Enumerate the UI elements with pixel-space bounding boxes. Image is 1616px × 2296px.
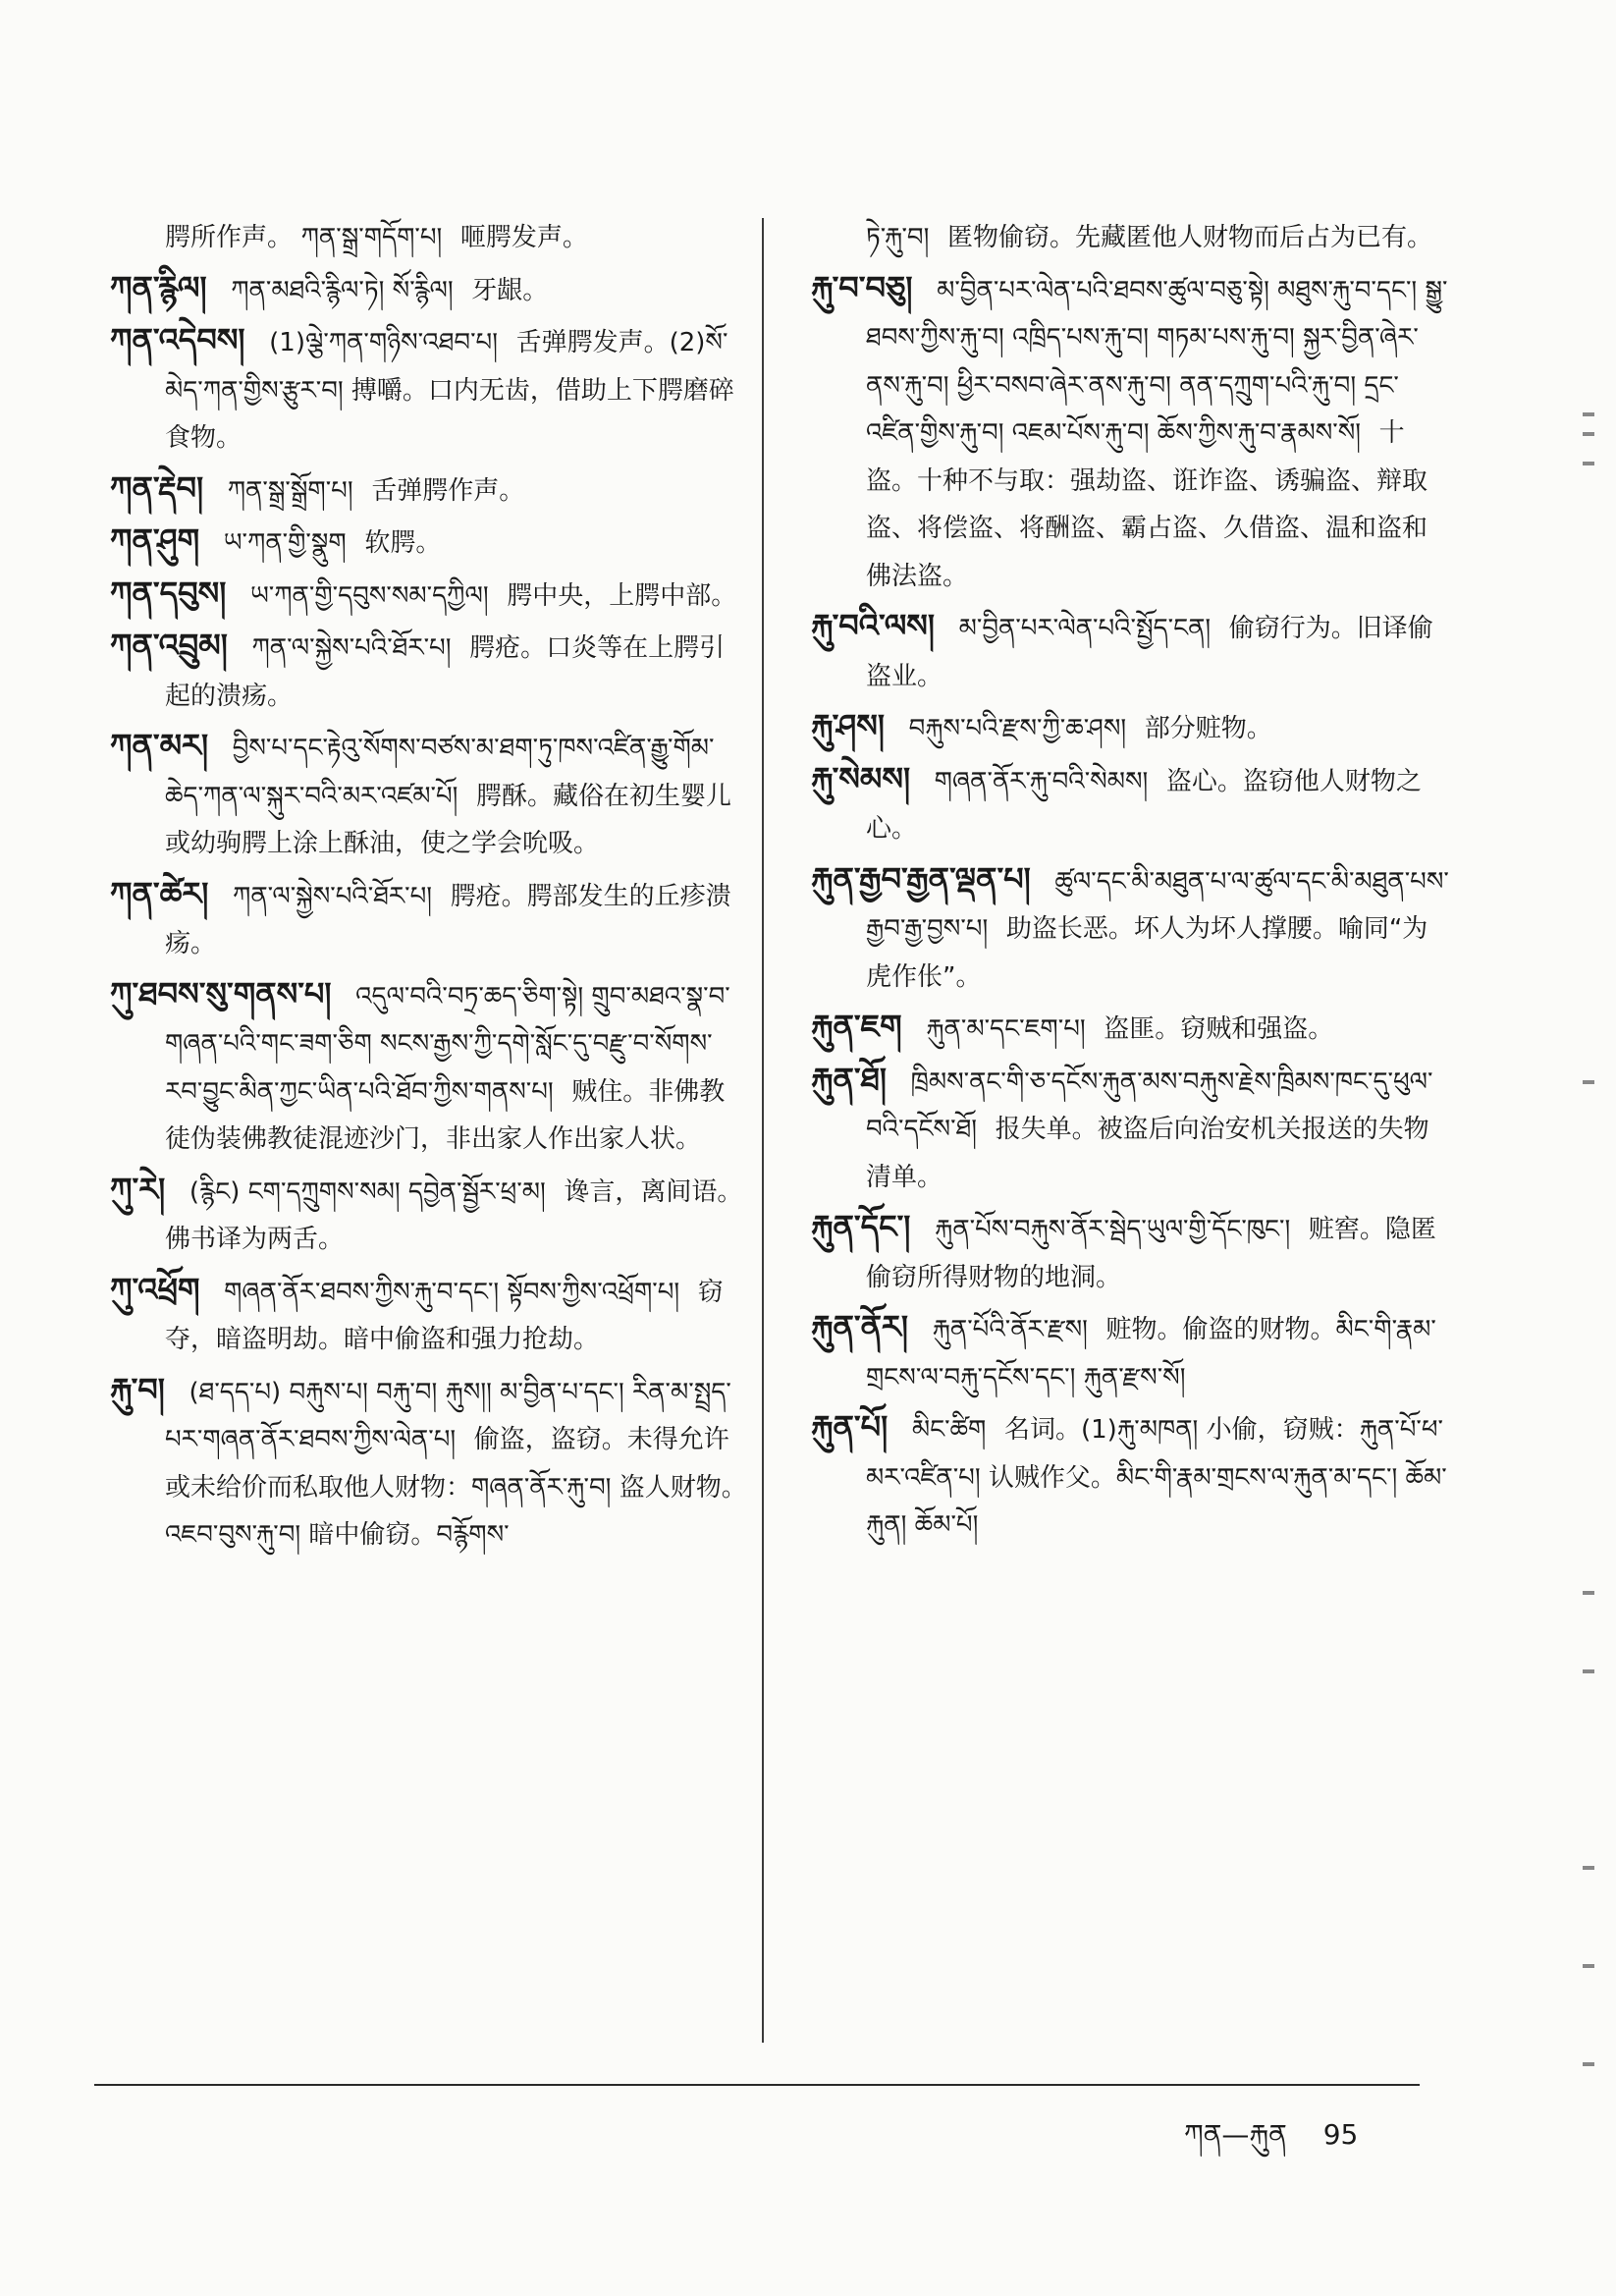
entry-tibetan-definition: བྱིས་པ་དང་རྟེའུ་སོགས་བཙས་མ་ཐག་ཏུ་ཁས་འཛིན་རྒྱུ་གོམ་ཆེད་ཀན་ལ་སྐུར་བའི་མར་འཛམ་པོ། — [165, 734, 715, 811]
entry-chinese: 名词。(1)རྐུ་མཁན། 小偷，窃贼：རྐུན་པོ་ཕ་མར་འཛིན་པ། 认贼作父。མིང་གི་རྣམ་གྲངས་ལ་རྐུན་མ་དང་། ཆོམ་རྐུན། ཆོམ་པོ། — [866, 1415, 1447, 1540]
entry-tibetan-definition: ཡ་ཀན་གྱི་སྣུག — [223, 528, 347, 558]
entry-headword: ཀུ་འཕྲོག — [110, 1270, 200, 1308]
entry-headword: རྐུ་བ་བཅུ། — [811, 268, 913, 306]
entry-chinese: 舌弹腭发声。(2)སོ་མེད་ཀན་གྱིས་རྩུར་བ། 搏嚼。口内无齿，借助上下腭磨碎食物。 — [165, 328, 734, 453]
entry-chinese: 偷窃行为。旧译偷盗业。 — [866, 614, 1433, 691]
entry-chinese: 匿物偷窃。先藏匿他人财物而后占为已有。 — [946, 223, 1432, 252]
dictionary-entry — [811, 1303, 1449, 1401]
entry-headword: རྐུན་པོ། — [811, 1408, 889, 1446]
footer-rule — [94, 2084, 1420, 2086]
entry-tibetan-definition: (རྙིང) ངག་དཀྲུགས་སམ། དབྱེན་སྦྱོར་ཕྲ་མ། — [189, 1176, 546, 1207]
entry-tibetan-definition: མ་བྱིན་པར་ལེན་པའི་ཐབས་ཚུལ་བཅུ་སྟེ། མཐུས་རྐུ་བ་དང་། སྒྱུ་ཐབས་ཀྱིས་རྐུ་བ། འཁྲིད་པས་རྐུ་བ། གཏམ་པས་རྐུ་བ། སྐྱར་བྱིན་ཞེར་ནས་རྐུ་བ། ཕྱིར་བསབ་ཞེར་ནས་རྐུ་བ། ནན་དཀྲུག་པའི་རྐུ་བ། དྲང་འཛིན་གྱིས་རྐུ་བ། འཇམ་པོས་རྐུ་བ། ཆོས་ཀྱིས་རྐུ་བ་རྣམས་སོ། — [866, 275, 1448, 448]
dictionary-entry — [110, 722, 748, 868]
dictionary-entry — [110, 970, 748, 1164]
entry-chinese: 十盗。十种不与取：强劫盗、诳诈盗、诱骗盗、辩取盗、将偿盗、将酬盗、霸占盗、久借盗、温和盗和佛法盗。 — [866, 418, 1428, 591]
entry-tibetan-definition: འདུལ་བའི་བཏྲ་ཆད་ཅིག་སྟེ། གྲུབ་མཐའ་སྣ་བ་གཞན་པའི་གང་ཟག་ཅིག སངས་རྒྱས་ཀྱི་དགེ་སློང་དུ་བརྫུ་བ་སོགས་རབ་བྱུང་མིན་ཀྱང་ཡིན་པའི་ཐོབ་ཀྱིས་གནས་པ། — [165, 981, 730, 1107]
entry-chinese: 赃物。偷盗的财物。མིང་གི་རྣམ་གྲངས་ལ་བརྐུ་དངོས་དང་། རྐུན་རྫས་སོ། — [866, 1315, 1436, 1393]
entry-tibetan-definition: རྐུན་པོའི་ནོར་རྫས། — [932, 1315, 1088, 1344]
entry-tibetan-definition: ཡ་ཀན་གྱི་དབུས་སམ་དཀྱིལ། — [249, 580, 489, 611]
entry-tibetan-definition: མིང་ཚིག — [911, 1415, 987, 1445]
entry-chinese: 助盗长恶。坏人为坏人撑腰。喻同“为虎作伥”。 — [866, 914, 1428, 992]
entry-headword: ཀུ་ཐབས་སུ་གནས་པ། — [110, 974, 332, 1012]
dictionary-entry — [110, 1266, 748, 1364]
entry-chinese: 腭疮。口炎等在上腭引起的溃疡。 — [165, 633, 726, 711]
entry-chinese: 谗言，离间语。佛书译为两舌。 — [165, 1176, 743, 1254]
entry-tibetan-definition: ཀན་མཐའི་རྙིལ་ཏེ། སོ་རྙིལ། — [231, 275, 454, 305]
entry-headword: རྐུ་བའི་ལས། — [811, 607, 936, 644]
entry-tibetan-definition: བརྐུས་པའི་རྫས་ཀྱི་ཆ་ཤས། — [908, 714, 1127, 743]
entry-tibetan-definition: ཀན་ལ་སྐྱེས་པའི་ཐོར་པ། — [233, 881, 433, 911]
entry-chinese: 腭酥。藏俗在初生婴儿或幼驹腭上涂上酥油，使之学会吮吸。 — [165, 781, 732, 858]
dictionary-entry — [811, 1203, 1449, 1301]
entry-chinese: 腭中央，上腭中部。 — [507, 580, 737, 611]
entry-headword: ཀན་ཚེར། — [110, 874, 209, 912]
entry-tibetan-definition: རྐུན་མ་དང་ཇག་པ། — [926, 1014, 1086, 1044]
entry-chinese: 舌弹腭作声。 — [371, 475, 525, 506]
dictionary-entry — [811, 264, 1449, 601]
right-column — [811, 214, 1449, 2041]
entry-tibetan-definition: མ་བྱིན་པར་ལེན་པའི་སྤྱོད་ངན། — [958, 614, 1212, 643]
dictionary-entry — [110, 570, 748, 621]
entry-chinese: 贼住。非佛教徒伪装佛教徒混迹沙门，非出家人作出家人状。 — [165, 1076, 726, 1154]
dictionary-entry — [110, 1166, 748, 1264]
dictionary-entry — [811, 1003, 1449, 1054]
entry-tibetan-definition: ཏེ་རྐུ་བ། — [866, 223, 930, 252]
page-footer — [1184, 2104, 1439, 2151]
entry-chinese: 报失单。被盗后向治安机关报送的失物清单。 — [866, 1115, 1429, 1192]
entry-tibetan-definition: གཞན་ནོར་རྐུ་བའི་སེམས། — [934, 766, 1149, 796]
dictionary-entry — [110, 264, 748, 315]
entry-chinese: 部分赃物。 — [1144, 714, 1272, 743]
dictionary-entry — [110, 465, 748, 516]
entry-chinese: 偷盗，盗窃。未得允许或未给价而私取他人财物：གཞན་ནོར་རྐུ་བ། 盗人财物。འཇབ་བུས་རྐུ་བ། 暗中偷窃。བརྙོགས་ — [165, 1425, 747, 1550]
entry-tibetan-definition: (1)ལྕེ་ཀན་གཉིས་འཐབ་པ། — [269, 328, 498, 357]
entry-chinese: 窃夺，暗盗明劫。暗中偷盗和强力抢劫。 — [165, 1277, 724, 1354]
dictionary-entry — [811, 1056, 1449, 1202]
dictionary-entry — [110, 622, 748, 720]
entry-headword: རྐུན་ཐོ། — [811, 1060, 888, 1098]
entry-headword: རྐུན་ཇག — [811, 1008, 902, 1045]
column-divider — [762, 218, 764, 2043]
entry-headword: ཀན་འབྲུམ། — [110, 627, 228, 664]
entry-headword: ཀན་མར། — [110, 727, 209, 764]
entry-headword: རྐུན་དོང་། — [811, 1208, 911, 1245]
entry-tibetan-definition: (ཐ་དད་པ) བརྐུས་པ། བརྐུ་བ། རྐུས།། མ་བྱིན་པ་དང་། རིན་མ་སྤྲད་པར་གཞན་ནོར་ཐབས་ཀྱིས་ལེན་པ། — [165, 1377, 731, 1454]
dictionary-entry — [110, 316, 748, 463]
entry-headword: ཀན་རྡེབ། — [110, 468, 204, 507]
entry-tibetan-definition: ཀན་སྒྲ་སྒྲོག་པ། — [227, 475, 353, 506]
entry-chinese: 软腭。 — [364, 528, 442, 558]
left-column — [110, 214, 748, 2041]
entry-chinese: 咂腭发声。 — [459, 223, 588, 252]
entry-headword: ཀུ་རེ། — [110, 1170, 166, 1208]
entry-headword: ཀན་རྙིལ། — [110, 268, 207, 306]
entry-headword: ཀན་དབུས། — [110, 574, 227, 612]
entry-tibetan-definition: གཞན་ནོར་ཐབས་ཀྱིས་རྐུ་བ་དང་། སྟོབས་ཀྱིས་འཕྲོག་པ། — [224, 1277, 680, 1307]
entry-chinese: 赃窖。隐匿偷窃所得财物的地洞。 — [866, 1215, 1436, 1292]
dictionary-entry — [811, 855, 1449, 1002]
entry-chinese: 腭所作声。 — [165, 223, 294, 252]
entry-headword: རྐུན་རྒྱབ་རྒྱན་ལྡན་པ། — [811, 859, 1031, 898]
dictionary-entry — [110, 1366, 748, 1559]
dictionary-entry — [110, 517, 748, 568]
entry-headword: ཀན་ཤུག — [110, 521, 200, 559]
entry-chinese: 盗匪。窃贼和强盗。 — [1104, 1014, 1334, 1044]
dictionary-entry — [811, 755, 1449, 853]
running-head-range: ཀན—རྐུན — [1184, 2118, 1287, 2151]
dictionary-entry — [811, 214, 1449, 262]
entry-chinese: 腭疮。腭部发生的丘疹溃疡。 — [165, 881, 731, 958]
dictionary-entry — [811, 1403, 1449, 1550]
entry-headword: རྐུ་སེམས། — [811, 759, 911, 797]
entry-headword: ཀན་འདེབས། — [110, 321, 245, 358]
entry-headword: རྐུན་ནོར། — [811, 1308, 908, 1345]
entry-headword: རྐུ་ཤས། — [811, 707, 885, 744]
page-number: 95 — [1322, 2118, 1359, 2151]
dictionary-entry — [811, 702, 1449, 753]
entry-chinese: 牙龈。 — [471, 275, 549, 305]
entry-tibetan-definition: ཚུལ་དང་མི་མཐུན་པ་ལ་ཚུལ་དང་མི་མཐུན་པས་རྒྱབ་རྒྱ་བྱས་པ། — [866, 866, 1449, 944]
dictionary-entry — [811, 602, 1449, 700]
entry-tibetan-definition: ཀན་ལ་སྐྱེས་པའི་ཐོར་པ། — [251, 633, 452, 663]
dictionary-entry — [110, 214, 748, 262]
dictionary-entry — [110, 870, 748, 968]
entry-tibetan-definition: ཁྲིམས་ནང་གི་ཅ་དངོས་རྐུན་མས་བརྐུས་རྗེས་ཁྲིམས་ཁང་དུ་ཕུལ་བའི་དངོས་ཐོ། — [866, 1066, 1433, 1144]
entry-chinese: 盗心。盗窃他人财物之心。 — [866, 766, 1422, 844]
scan-edge-marks — [1583, 393, 1612, 2121]
entry-tibetan-definition: རྐུན་པོས་བརྐུས་ནོར་སྦེད་ཡུལ་གྱི་དོང་ཁུང་། — [935, 1215, 1291, 1244]
entry-headword: རྐུ་བ། — [110, 1370, 165, 1408]
entry-tibetan-definition: ཀན་སྒྲ་གདོག་པ། — [300, 223, 443, 252]
